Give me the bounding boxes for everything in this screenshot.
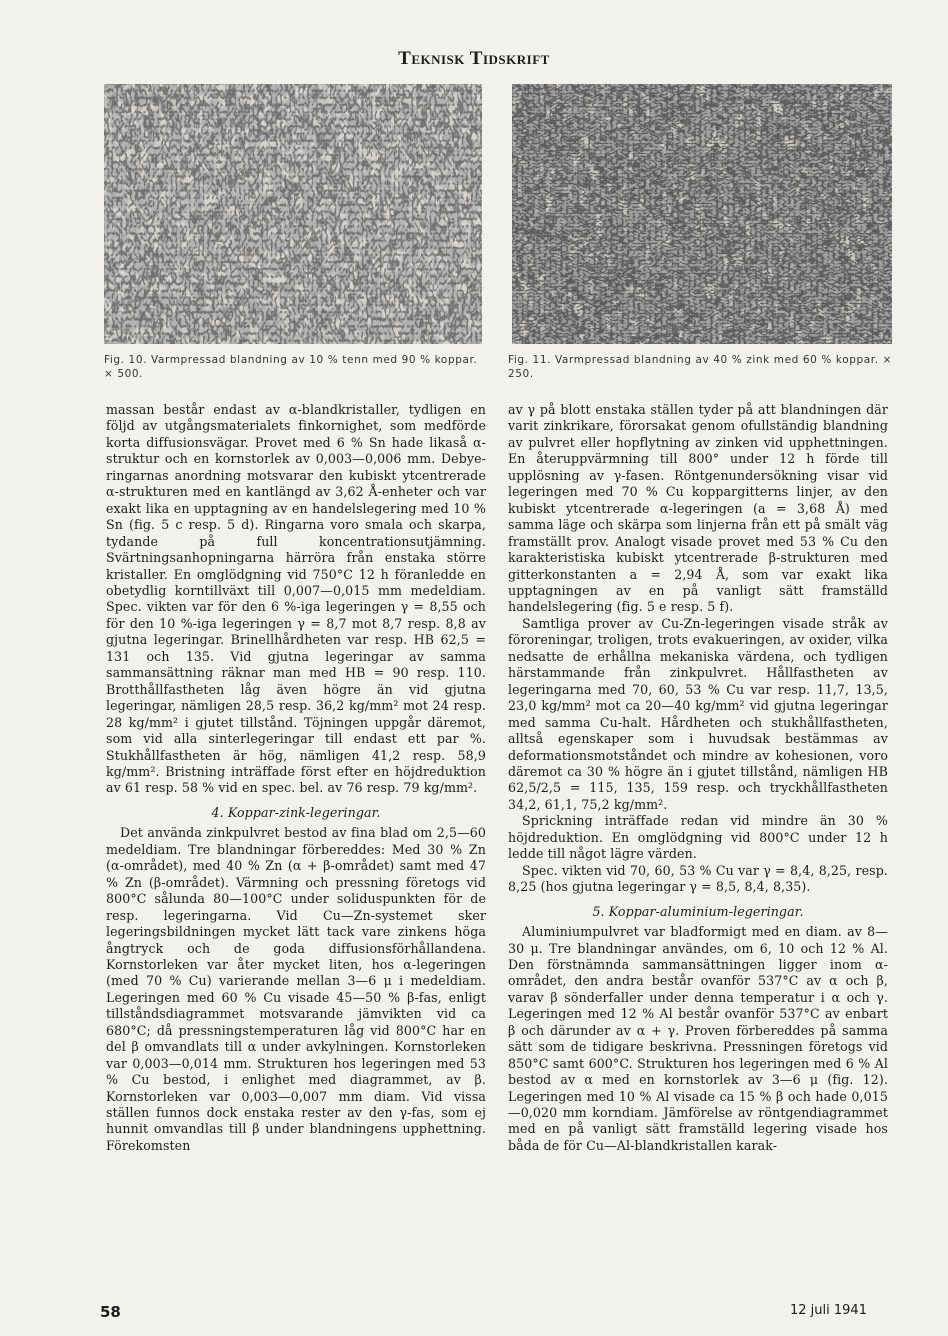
figure-10-caption: Fig. 10. Varmpressad blandning av 10 % tenn med 90 % koppar. × 500. (104, 354, 478, 380)
page-number: 58 (100, 1303, 121, 1321)
section-heading-4: 4. Koppar-zink-legeringar. (211, 804, 381, 820)
journal-title: Teknisk Tidskrift (398, 48, 550, 69)
paragraph: massan består endast av α-blandkristaller, tydligen en följd av utgångsmaterialets finkornighet, som medförde korta diffusionsvägar. Provet med 6 % Sn hade likaså α-struktur och en kornstorlek av 0,003—0,006 mm. Debye-ringarnas anordning motsvarar den kubiskt ytcentrerade α-strukturen med en kantlängd av 3,62 Å-enheter och var exakt lika en upptagning av en handelslegering med 10 % Sn (fig. 5 c resp. 5 d). Ringarna voro smala och skarpa, tydande på full koncentrationsutjämning. Svärtningsanhopningarna härröra från enstaka större kristaller. En omglödgning vid 750°C 12 h föranledde en obetydlig korntillväxt till 0,007—0,015 mm medeldiam. Spec. vikten var för den 6 %-iga legeringen γ = 8,55 och för den 10 %-iga legeringen γ = 8,7 mot 8,7 resp. 8,8 av gjutna legeringar. Brinellhårdheten var resp. HB 62,5 = 131 och 135. Vid gjutna legeringar av samma sammansättning räknar man med HB = 90 resp. 110. Brotthållfastheten låg även högre än vid gjutna legeringar, nämligen 28,5 resp. 36,2 kg/mm² mot 24 resp. 28 kg/mm² i gjutet tillstånd. Töjningen uppgår däremot, som vid alla sinterlegeringar till endast ett par %. Stukhållfastheten är hög, nämligen 41,2 resp. 58,9 kg/mm². Bristning inträffade först efter en höjdreduktion av 61 resp. 58 % vid en spec. bel. av 76 resp. 79 kg/mm². (106, 402, 486, 796)
figure-10-micrograph (104, 84, 482, 344)
paragraph: Spec. vikten vid 70, 60, 53 % Cu var γ = 8,4, 8,25, resp. 8,25 (hos gjutna legeringar γ = 8,5, 8,4, 8,35). (508, 862, 888, 895)
paragraph: av γ på blott enstaka ställen tyder på att blandningen där varit zinkrikare, förorsakat genom ofullständig blandning av pulvret eller hopflytning av zinken vid upphettningen. En återuppvärmning till 800° under 12 h förde till upplösning av γ-fasen. Röntgenundersökning visar vid legeringen med 70 % Cu koppargitterns linjer, av den kubiskt ytcentrerade α-legeringen (a = 3,68 Å) med samma läge och skärpa som linjerna från ett på smält väg framställt prov. Analogt visade provet med 53 % Cu den karakteristiska kubiskt ytcentrerade β-strukturen med gitterkonstanten a = 2,94 Å, som var exakt lika upptagningen av en på vanligt sätt framställd handelslegering (fig. 5 e resp. 5 f). (508, 402, 888, 615)
paragraph: Sprickning inträffade redan vid mindre än 30 % höjdreduktion. En omglödgning vid 800°C under 12 h ledde till något lägre värden. (508, 813, 888, 862)
paragraph: Samtliga prover av Cu-Zn-legeringen visade stråk av föroreningar, troligen, trots evakueringen, av oxider, vilka nedsatte de erhållna mekaniska värdena, och tydligen härstammande från zinkpulvret. Hållfastheten av legeringarna med 70, 60, 53 % Cu var resp. 11,7, 13,5, 23,0 kg/mm² mot ca 20—40 kg/mm² vid gjutna legeringar med samma Cu-halt. Hårdheten och stukhållfastheten, alltså egenskaper som i huvudsak bestämmas av deformationsmotståndet och mindre av kohesionen, voro däremot ca 30 % högre än i gjutet tillstånd, nämligen HB 62,5/2,5 = 115, 135, 159 resp. och tryckhållfastheten 34,2, 61,1, 75,2 kg/mm². (508, 615, 888, 812)
section-heading-5: 5. Koppar-aluminium-legeringar. (592, 903, 804, 919)
micrograph-10-image (104, 84, 482, 344)
figure-11-caption: Fig. 11. Varmpressad blandning av 40 % zink med 60 % koppar. × 250. (508, 354, 893, 380)
text-column-left (106, 402, 486, 1154)
issue-date: 12 juli 1941 (790, 1303, 867, 1318)
text-column-right (508, 402, 888, 1154)
micrograph-11-image (512, 84, 892, 344)
paragraph: Aluminiumpulvret var bladformigt med en diam. av 8—30 μ. Tre blandningar användes, om 6, 10 och 12 % Al. Den förstnämnda sammansättningen ligger inom α-området, den andra består ovanför 537°C av α och β, varav β sönderfaller under denna temperatur i α och γ. Legeringen med 12 % Al består ovanför 537°C av enbart β och därunder av α + γ. Proven förbereddes på samma sätt som de tidigare beskrivna. Pressningen företogs vid 850°C samt 600°C. Strukturen hos legeringen med 6 % Al bestod av α med en kornstorlek av 3—6 μ (fig. 12). Legeringen med 10 % Al visade ca 15 % β och hade 0,015—0,020 mm korndiam. Jämförelse av röntgendiagrammet med en på vanligt sätt framställd legering visade hos båda de för Cu—Al-blandkristallen karak- (508, 924, 888, 1153)
paragraph: Det använda zinkpulvret bestod av fina blad om 2,5—60 medeldiam. Tre blandningar förbereddes: Med 30 % Zn (α-området), med 40 % Zn (α + β-området) samt med 47 % Zn (β-området). Värmning och pressning företogs vid 800°C sålunda 80—100°C under soliduspunkten för de resp. legeringarna. Vid Cu—Zn-systemet sker legeringsbildningen mycket lätt tack vare zinkens höga ångtryck och de goda diffusionsförhållandena. Kornstorleken var åter mycket liten, hos α-legeringen (med 70 % Cu) varierande mellan 3—6 μ i medeldiam. Legeringen med 60 % Cu visade 45—50 % β-fas, enligt tillståndsdiagrammet motsvarande jämvikten vid ca 680°C; då pressningstemperaturen låg vid 800°C har en del β omvandlats till α under avkylningen. Kornstorleken var 0,003—0,014 mm. Strukturen hos legeringen med 53 % Cu bestod, i enlighet med diagrammet, av β. Kornstorleken var 0,003—0,007 mm diam. Vid vissa ställen funnos dock enstaka rester av den γ-fas, som ej hunnit omvandlas till β under blandningens upphettning. Förekomsten (106, 825, 486, 1153)
figure-11-micrograph (512, 84, 892, 344)
